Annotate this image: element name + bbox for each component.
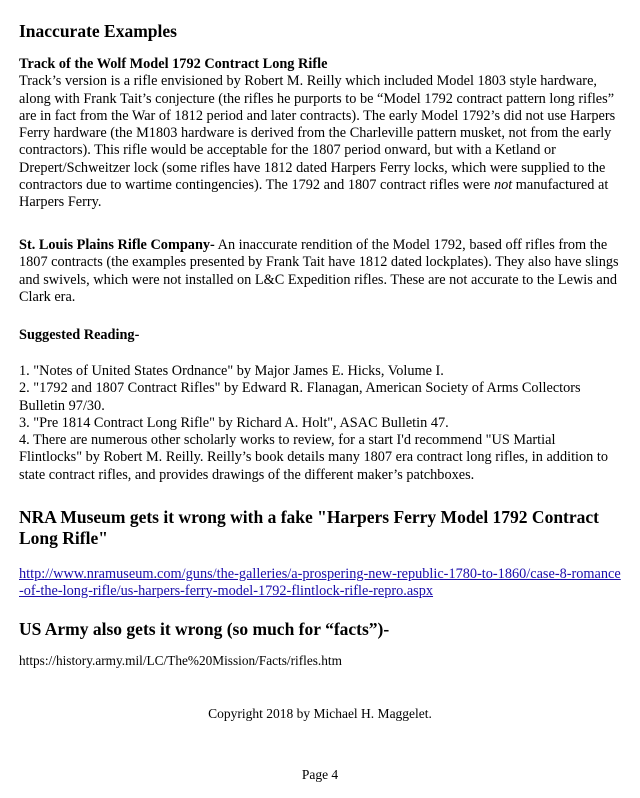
reading-list [19,363,621,484]
stlouis-body: An inaccurate rendition of the Model 1792, based off rifles from the 1807 contracts (the examples presented by Frank Tait have 1812 dated lockplates). They also have slings and swivels, which were not installed on L&C Expedition rifles. These are not accurate to the Lewis and Clark era. [19,237,619,305]
page-number: Page 4 [301,767,339,782]
copyright: Copyright 2018 by Michael H. Maggelet. [208,706,432,721]
stlouis-lead: St. Louis Plains Rifle Company- [19,237,215,253]
wolf-section [19,56,621,212]
reading-item: 2. "1792 and 1807 Contract Rifles" by Edward R. Flanagan, American Society of Arms Collectors Bulletin 97/30. [19,380,581,414]
nra-link[interactable]: http://www.nramuseum.com/guns/the-galleries/a-prospering-new-republic-1780-to-1860/case-8-romance-of-the-long-rifle/us-harpers-ferry-model-1792-flintlock-rifle-repro.aspx [19,566,621,600]
nra-heading: NRA Museum gets it wrong with a fake "Harpers Ferry Model 1792 Contract Long Rifle" [19,507,599,548]
reading-item: 3. "Pre 1814 Contract Long Rifle" by Richard A. Holt", ASAC Bulletin 47. [19,414,449,431]
stlouis-section [19,237,621,306]
wolf-body-end: manufactured at Harpers Ferry. [19,177,609,211]
wolf-body [19,73,615,210]
reading-title: Suggested Reading- [19,327,140,343]
army-url: https://history.army.mil/LC/The%20Mission/Facts/rifles.htm [19,653,342,668]
wolf-title: Track of the Wolf Model 1792 Contract Long Rifle [19,56,328,72]
army-heading: US Army also gets it wrong (so much for “facts”)- [19,619,390,639]
nra-link-wrap [19,566,621,601]
wolf-body-emphasis: not [493,177,513,194]
reading-item: 4. There are numerous other scholarly works to review, for a start I'd recommend "US Martial Flintlocks" by Robert M. Reilly. Reilly’s book details many 1807 era contract long rifles, in addition to state contract rifles, and provides drawings of the different maker’s patchboxes. [19,432,609,483]
reading-item: 1. "Notes of United States Ordnance" by Major James E. Hicks, Volume I. [19,363,444,379]
wolf-body-text: Track’s version is a rifle envisioned by Robert M. Reilly which included Model 1803 style hardware, along with Frank Tait’s conjecture (the rifles he purports to be “Model 1792 contract pattern long rifles” are in fact from the War of 1812 period and later contracts). The early Model 1792’s did not use Harpers Ferry hardware (the M1803 hardware is derived from the Charleville pattern musket, not from the early contractors). This rifle would be acceptable for the 1807 period onward, but with a Ketland or Drepert/Schweitzer lock (some rifles have 1812 dated Harpers Ferry locks, which were supplied to the contractors due to wartime contingencies). The 1792 and 1807 contract rifles were [19,73,616,194]
page-title: Inaccurate Examples [19,21,177,41]
